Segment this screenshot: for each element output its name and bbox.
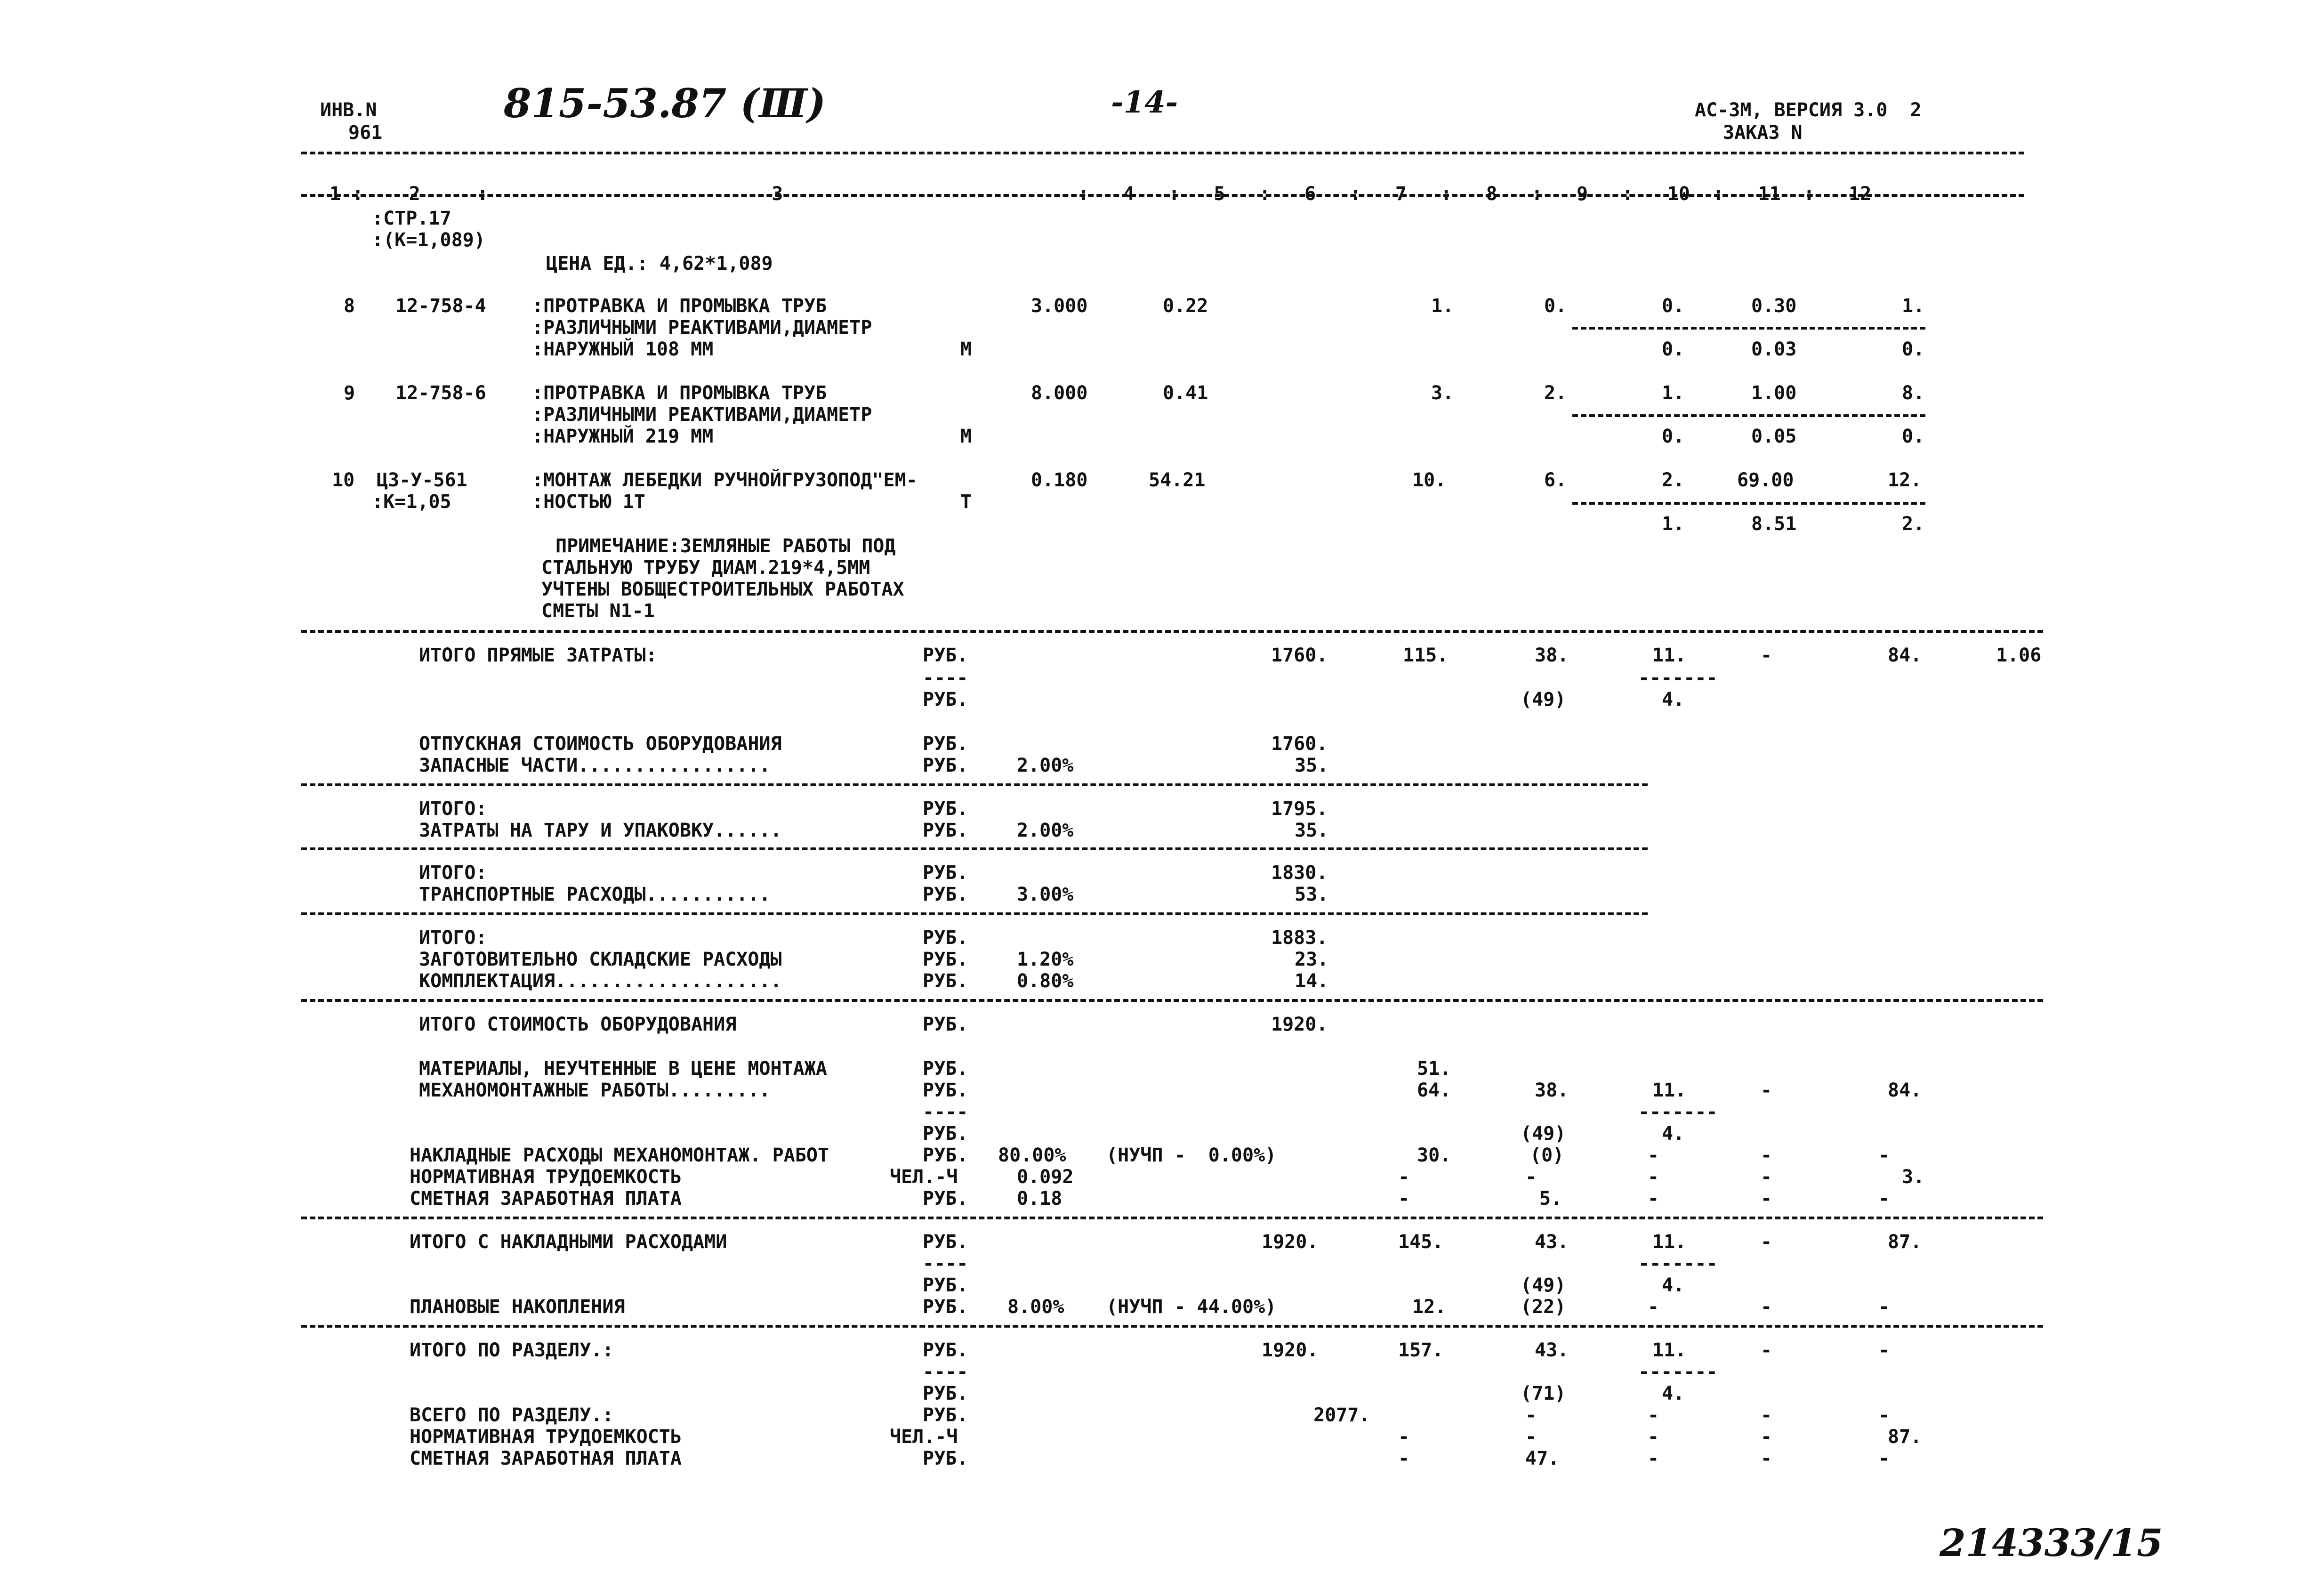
- item-col10-sub: 0.03: [1751, 339, 1797, 360]
- total-col12: 1.06: [1996, 645, 2042, 666]
- equipment-sum: 1883.: [1271, 927, 1328, 949]
- divider: [1572, 327, 1925, 330]
- equipment-line: ИТОГО:: [419, 862, 487, 884]
- labor-col9: -: [1648, 1166, 1659, 1188]
- grand-total-sum: 2077.: [1313, 1404, 1370, 1426]
- grand-total-col8: -: [1525, 1404, 1537, 1426]
- total-col7: 115.: [1403, 645, 1449, 666]
- inventory-number: 961: [348, 122, 383, 144]
- equipment-percent: 0.80%: [1017, 970, 1074, 992]
- mech-works-label: МЕХАНОМОНТАЖНЫЕ РАБОТЫ.........: [419, 1080, 771, 1101]
- materials-col7: 51.: [1417, 1058, 1451, 1080]
- item-col9-sub: 1.: [1662, 513, 1685, 535]
- unit: РУБ.: [923, 645, 968, 666]
- unit: РУБ.: [923, 1080, 968, 1101]
- total-col9: 11.: [1652, 645, 1687, 666]
- labor-total-col7: -: [1398, 1426, 1410, 1448]
- divider: [301, 152, 2024, 154]
- mech-col9-sub: 4.: [1662, 1123, 1685, 1145]
- item-price: 0.41: [1163, 382, 1208, 404]
- coefficient: :(К=1,089): [372, 229, 485, 251]
- col-12: 12: [1849, 183, 1872, 205]
- item-col10: 0.30: [1751, 295, 1797, 317]
- dash-marker: ----: [923, 1101, 968, 1123]
- wages-label: СМЕТНАЯ ЗАРАБОТНАЯ ПЛАТА: [410, 1188, 682, 1209]
- handwritten-code: 815-53.87 (Ⅲ): [504, 80, 826, 127]
- equipment-sum: 1795.: [1271, 798, 1328, 820]
- unit: РУБ.: [923, 1188, 968, 1209]
- labor-total-col11: 87.: [1888, 1426, 1922, 1448]
- equipment-percent: 3.00%: [1017, 884, 1074, 905]
- equipment-total-sum: 1920.: [1271, 1014, 1328, 1035]
- item-coefficient: :К=1,05: [372, 491, 451, 513]
- item-col10-sub: 8.51: [1751, 513, 1797, 535]
- divider: [301, 847, 1648, 850]
- handwritten-archive-number: 214333/15: [1940, 1521, 2163, 1565]
- overhead-col9: -: [1648, 1145, 1659, 1166]
- equipment-percent: 2.00%: [1017, 755, 1074, 776]
- direct-costs-label: ИТОГО ПРЯМЫЕ ЗАТРАТЫ:: [419, 645, 657, 666]
- item-col7: 1.: [1431, 295, 1454, 317]
- section-total-col9-sub: 4.: [1662, 1383, 1685, 1404]
- overhead-col11: -: [1878, 1145, 1890, 1166]
- unit: РУБ.: [923, 798, 968, 820]
- unit: РУБ.: [923, 689, 968, 710]
- item-col11-sub: 0.: [1902, 426, 1925, 447]
- planned-col10: -: [1761, 1296, 1772, 1318]
- equipment-line: ОТПУСКНАЯ СТОИМОСТЬ ОБОРУДОВАНИЯ: [419, 733, 782, 755]
- col-2: 2: [409, 183, 420, 205]
- with-overhead-col8-sub: (49): [1521, 1274, 1566, 1296]
- col-3: 3: [772, 183, 783, 205]
- item-col7: 10.: [1412, 469, 1447, 491]
- col-7: 7: [1395, 183, 1407, 205]
- total-col8: 38.: [1535, 645, 1569, 666]
- divider: [1572, 414, 1925, 417]
- item-unit: М: [960, 339, 972, 360]
- note-line: ПРИМЕЧАНИЕ:ЗЕМЛЯНЫЕ РАБОТЫ ПОД: [555, 535, 896, 557]
- item-desc-line: :НАРУЖНЫЙ 108 ММ: [532, 339, 714, 360]
- materials-label: МАТЕРИАЛЫ, НЕУЧТЕННЫЕ В ЦЕНЕ МОНТАЖА: [419, 1058, 827, 1080]
- equipment-line: ЗАТРАТЫ НА ТАРУ И УПАКОВКУ......: [419, 820, 782, 841]
- item-code: 12-758-6: [395, 382, 486, 404]
- mech-col10: -: [1761, 1080, 1772, 1101]
- dash-marker: -------: [1638, 1253, 1718, 1274]
- col-6: 6: [1304, 183, 1316, 205]
- unit: РУБ.: [923, 1014, 968, 1035]
- col-8: 8: [1486, 183, 1497, 205]
- item-col11: 8.: [1902, 382, 1925, 404]
- total-col10: -: [1761, 645, 1772, 666]
- page-reference: :СТР.17: [372, 208, 451, 229]
- item-price: 54.21: [1149, 469, 1206, 491]
- unit: РУБ.: [923, 1058, 968, 1080]
- wages-total-col7: -: [1398, 1448, 1410, 1469]
- item-code: 12-758-4: [395, 295, 486, 317]
- item-desc-line: :РАЗЛИЧНЫМИ РЕАКТИВАМИ,ДИАМЕТР: [532, 404, 872, 426]
- section-total-col6: 1920.: [1262, 1339, 1319, 1361]
- program-version: АС-3М, ВЕРСИЯ 3.0 2: [1695, 99, 1922, 121]
- with-overhead-col11: 87.: [1888, 1231, 1922, 1253]
- item-col7: 3.: [1431, 382, 1454, 404]
- wages-total-col11: -: [1878, 1448, 1890, 1469]
- equipment-sum: 53.: [1295, 884, 1329, 905]
- unit: ЧЕЛ.-Ч: [890, 1166, 958, 1188]
- unit: ЧЕЛ.-Ч: [890, 1426, 958, 1448]
- item-col8: 0.: [1544, 295, 1567, 317]
- mech-col7: 64.: [1417, 1080, 1451, 1101]
- item-desc-line: :ПРОТРАВКА И ПРОМЫВКА ТРУБ: [532, 295, 827, 317]
- col-11: 11: [1758, 183, 1781, 205]
- wages-total-col8: 47.: [1525, 1448, 1560, 1469]
- page-number: -14-: [1111, 85, 1178, 120]
- dash-marker: -------: [1638, 1361, 1718, 1383]
- dash-marker: -------: [1638, 1101, 1718, 1123]
- divider: [1572, 502, 1925, 505]
- labor-label: НОРМАТИВНАЯ ТРУДОЕМКОСТЬ: [410, 1166, 682, 1188]
- item-col11-sub: 2.: [1902, 513, 1925, 535]
- divider: [301, 912, 1648, 915]
- labor-total-label: НОРМАТИВНАЯ ТРУДОЕМКОСТЬ: [410, 1426, 682, 1448]
- unit: РУБ.: [923, 1339, 968, 1361]
- with-overhead-col6: 1920.: [1262, 1231, 1319, 1253]
- item-col10: 1.00: [1751, 382, 1797, 404]
- note-line: СТАЛЬНУЮ ТРУБУ ДИАМ.219*4,5ММ: [541, 557, 870, 579]
- equipment-sum: 35.: [1295, 820, 1329, 841]
- unit: РУБ.: [923, 884, 968, 905]
- mech-col8: 38.: [1535, 1080, 1569, 1101]
- item-col9: 0.: [1662, 295, 1685, 317]
- overhead-label: НАКЛАДНЫЕ РАСХОДЫ МЕХАНОМОНТАЖ. РАБОТ: [410, 1145, 829, 1166]
- item-col11: 1.: [1902, 295, 1925, 317]
- section-total-col9: 11.: [1652, 1339, 1687, 1361]
- column-numbers-row: 1 : 2 : 3 : 4 : 5 : 6 : 7 : 8 : 9 : 10 : 11 : 12: [330, 183, 1872, 205]
- overhead-col8: (0): [1530, 1145, 1564, 1166]
- item-desc-line: :РАЗЛИЧНЫМИ РЕАКТИВАМИ,ДИАМЕТР: [532, 317, 872, 339]
- total-col8-sub: (49): [1521, 689, 1566, 710]
- item-number: 10: [332, 469, 355, 491]
- equipment-sum: 1830.: [1271, 862, 1328, 884]
- item-quantity: 0.180: [1031, 469, 1088, 491]
- grand-total-col10: -: [1761, 1404, 1772, 1426]
- divider: [301, 783, 1648, 786]
- dash-marker: ----: [923, 1361, 968, 1383]
- equipment-total-label: ИТОГО СТОИМОСТЬ ОБОРУДОВАНИЯ: [419, 1014, 737, 1035]
- grand-total-col9: -: [1648, 1404, 1659, 1426]
- equipment-percent: 2.00%: [1017, 820, 1074, 841]
- unit: РУБ.: [923, 1448, 968, 1469]
- total-col6: 1760.: [1271, 645, 1328, 666]
- unit: РУБ.: [923, 1274, 968, 1296]
- labor-col8: -: [1525, 1166, 1537, 1188]
- inventory-label: ИНВ.N: [320, 99, 377, 121]
- labor-col7: -: [1398, 1166, 1410, 1188]
- wages-col7: -: [1398, 1188, 1410, 1209]
- equipment-sum: 23.: [1295, 949, 1329, 970]
- note-line: СМЕТЫ N1-1: [541, 600, 655, 622]
- with-overhead-col8: 43.: [1535, 1231, 1569, 1253]
- item-quantity: 8.000: [1031, 382, 1088, 404]
- item-code: ЦЗ-У-561: [377, 469, 467, 491]
- with-overhead-col9: 11.: [1652, 1231, 1687, 1253]
- mech-col11: 84.: [1888, 1080, 1922, 1101]
- unit: РУБ.: [923, 970, 968, 992]
- item-number: 8: [344, 295, 355, 317]
- equipment-sum: 35.: [1295, 755, 1329, 776]
- dash-marker: ----: [923, 667, 968, 689]
- grand-total-label: ВСЕГО ПО РАЗДЕЛУ.:: [410, 1404, 614, 1426]
- divider: [301, 194, 2024, 197]
- item-desc-line: :НОСТЬЮ 1Т: [532, 491, 645, 513]
- equipment-line: ИТОГО:: [419, 798, 487, 820]
- grand-total-col11: -: [1878, 1404, 1890, 1426]
- section-total-col11: -: [1878, 1339, 1890, 1361]
- planned-col9: -: [1648, 1296, 1659, 1318]
- equipment-sum: 14.: [1295, 970, 1329, 992]
- with-overhead-col7: 145.: [1398, 1231, 1444, 1253]
- labor-col11: 3.: [1902, 1166, 1925, 1188]
- col-1: 1: [330, 183, 341, 205]
- item-unit: Т: [960, 491, 972, 513]
- item-col10: 69.00: [1737, 469, 1794, 491]
- item-desc-line: :МОНТАЖ ЛЕБЕДКИ РУЧНОЙГРУЗОПОД"ЕМ-: [532, 469, 918, 491]
- section-total-col8: 43.: [1535, 1339, 1569, 1361]
- labor-value: 0.092: [1017, 1166, 1074, 1188]
- item-col10-sub: 0.05: [1751, 426, 1797, 447]
- unit-price-formula: ЦЕНА ЕД.: 4,62*1,089: [546, 253, 773, 274]
- item-col11: 12.: [1888, 469, 1922, 491]
- col-9: 9: [1577, 183, 1588, 205]
- unit: РУБ.: [923, 1145, 968, 1166]
- unit: РУБ.: [923, 862, 968, 884]
- equipment-line: ТРАНСПОРТНЫЕ РАСХОДЫ...........: [419, 884, 771, 905]
- item-desc-line: :НАРУЖНЫЙ 219 ММ: [532, 426, 714, 447]
- equipment-line: КОМПЛЕКТАЦИЯ....................: [419, 970, 782, 992]
- item-col9-sub: 0.: [1662, 339, 1685, 360]
- divider: [301, 999, 2043, 1002]
- item-price: 0.22: [1163, 295, 1208, 317]
- item-unit: М: [960, 426, 972, 447]
- total-col9-sub: 4.: [1662, 689, 1685, 710]
- equipment-line: ЗАГОТОВИТЕЛЬНО СКЛАДСКИЕ РАСХОДЫ: [419, 949, 782, 970]
- labor-total-col9: -: [1648, 1426, 1659, 1448]
- section-total-col7: 157.: [1398, 1339, 1444, 1361]
- unit: РУБ.: [923, 1296, 968, 1318]
- note-line: УЧТЕНЫ ВОБЩЕСТРОИТЕЛЬНЫХ РАБОТАХ: [541, 579, 904, 600]
- equipment-line: ИТОГО:: [419, 927, 487, 949]
- unit: РУБ.: [923, 733, 968, 755]
- labor-col10: -: [1761, 1166, 1772, 1188]
- overhead-nuchp: (НУЧП - 0.00%): [1106, 1145, 1277, 1166]
- unit: РУБ.: [923, 755, 968, 776]
- item-number: 9: [344, 382, 355, 404]
- item-col9-sub: 0.: [1662, 426, 1685, 447]
- wages-col11: -: [1878, 1188, 1890, 1209]
- wages-col10: -: [1761, 1188, 1772, 1209]
- unit: РУБ.: [923, 1231, 968, 1253]
- overhead-col7: 30.: [1417, 1145, 1451, 1166]
- total-col11: 84.: [1888, 645, 1922, 666]
- divider: [301, 630, 2043, 633]
- unit: РУБ.: [923, 1404, 968, 1426]
- item-col9: 2.: [1662, 469, 1685, 491]
- unit: РУБ.: [923, 820, 968, 841]
- with-overhead-label: ИТОГО С НАКЛАДНЫМИ РАСХОДАМИ: [410, 1231, 727, 1253]
- item-col8: 2.: [1544, 382, 1567, 404]
- item-col11-sub: 0.: [1902, 339, 1925, 360]
- order-label: ЗАКАЗ N: [1723, 122, 1803, 144]
- unit: РУБ.: [923, 1123, 968, 1145]
- wages-total-col10: -: [1761, 1448, 1772, 1469]
- item-desc-line: :ПРОТРАВКА И ПРОМЫВКА ТРУБ: [532, 382, 827, 404]
- with-overhead-col9-sub: 4.: [1662, 1274, 1685, 1296]
- planned-col8: (22): [1521, 1296, 1566, 1318]
- section-total-col8-sub: (71): [1521, 1383, 1566, 1404]
- wages-value: 0.18: [1017, 1188, 1062, 1209]
- section-total-col10: -: [1761, 1339, 1772, 1361]
- labor-total-col10: -: [1761, 1426, 1772, 1448]
- dash-marker: -------: [1638, 667, 1718, 689]
- dash-marker: ----: [923, 1253, 968, 1274]
- planned-label: ПЛАНОВЫЕ НАКОПЛЕНИЯ: [410, 1296, 625, 1318]
- col-4: 4: [1123, 183, 1135, 205]
- mech-col9: 11.: [1652, 1080, 1687, 1101]
- col-10: 10: [1667, 183, 1690, 205]
- planned-percent: 8.00%: [1007, 1296, 1064, 1318]
- labor-total-col8: -: [1525, 1426, 1537, 1448]
- equipment-sum: 1760.: [1271, 733, 1328, 755]
- unit: РУБ.: [923, 949, 968, 970]
- divider: [301, 1217, 2043, 1219]
- divider: [301, 1325, 2043, 1328]
- overhead-percent: 80.00%: [998, 1145, 1066, 1166]
- mech-col8-sub: (49): [1521, 1123, 1566, 1145]
- wages-total-col9: -: [1648, 1448, 1659, 1469]
- wages-col8: 5.: [1539, 1188, 1562, 1209]
- section-total-label: ИТОГО ПО РАЗДЕЛУ.:: [410, 1339, 614, 1361]
- unit: РУБ.: [923, 927, 968, 949]
- wages-col9: -: [1648, 1188, 1659, 1209]
- planned-nuchp: (НУЧП - 44.00%): [1106, 1296, 1277, 1318]
- unit: РУБ.: [923, 1383, 968, 1404]
- col-5: 5: [1214, 183, 1225, 205]
- equipment-line: ЗАПАСНЫЕ ЧАСТИ.................: [419, 755, 771, 776]
- overhead-col10: -: [1761, 1145, 1772, 1166]
- planned-col7: 12.: [1412, 1296, 1447, 1318]
- item-quantity: 3.000: [1031, 295, 1088, 317]
- item-col9: 1.: [1662, 382, 1685, 404]
- wages-total-label: СМЕТНАЯ ЗАРАБОТНАЯ ПЛАТА: [410, 1448, 682, 1469]
- equipment-percent: 1.20%: [1017, 949, 1074, 970]
- item-col8: 6.: [1544, 469, 1567, 491]
- with-overhead-col10: -: [1761, 1231, 1772, 1253]
- planned-col11: -: [1878, 1296, 1890, 1318]
